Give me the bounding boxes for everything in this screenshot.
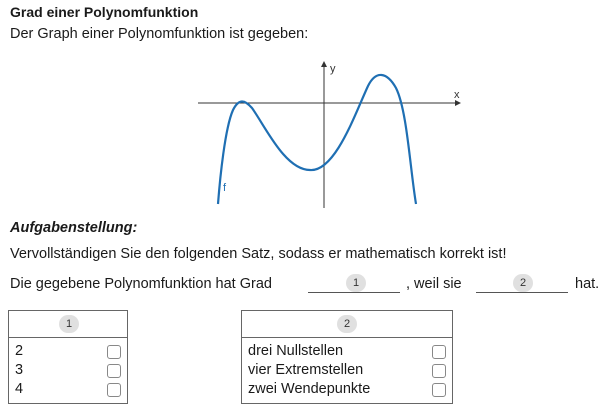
function-graph xyxy=(190,58,470,212)
fill-in-sentence xyxy=(10,272,610,296)
intro-text: Der Graph einer Polynomfunktion ist gegeben: xyxy=(10,26,309,42)
sentence-part-3: hat. xyxy=(575,276,600,292)
option-box-1-badge: 1 xyxy=(59,315,79,333)
option-1-checkbox[interactable] xyxy=(107,383,121,397)
x-axis-label: x xyxy=(454,89,460,101)
option-box-1-header xyxy=(9,311,127,338)
option-2-row[interactable] xyxy=(242,343,452,361)
option-2-checkbox[interactable] xyxy=(432,364,446,378)
blank-1[interactable] xyxy=(308,292,400,293)
option-1-checkbox[interactable] xyxy=(107,364,121,378)
option-1-label: 2 xyxy=(15,343,24,359)
option-2-label: vier Extremstellen xyxy=(248,362,364,378)
option-1-row[interactable] xyxy=(9,343,127,361)
option-2-row[interactable] xyxy=(242,381,452,399)
task-title: Grad einer Polynomfunktion xyxy=(10,4,199,20)
option-2-checkbox[interactable] xyxy=(432,383,446,397)
option-1-row[interactable] xyxy=(9,381,127,399)
option-2-checkbox[interactable] xyxy=(432,345,446,359)
option-2-row[interactable] xyxy=(242,362,452,380)
instruction-text: Vervollständigen Sie den folgenden Satz, sodass er mathematisch korrekt ist! xyxy=(10,246,507,262)
function-curve xyxy=(218,75,416,204)
option-1-label: 3 xyxy=(15,362,24,378)
option-1-label: 4 xyxy=(15,381,24,397)
option-box-2-header xyxy=(242,311,452,338)
option-box-2-badge: 2 xyxy=(337,315,357,333)
blank-2-badge: 2 xyxy=(513,274,533,292)
option-1-row[interactable] xyxy=(9,362,127,380)
sentence-part-2: , weil sie xyxy=(406,276,462,292)
sentence-part-1: Die gegebene Polynomfunktion hat Grad xyxy=(10,276,272,292)
option-2-label: drei Nullstellen xyxy=(248,343,344,359)
blank-1-badge: 1 xyxy=(346,274,366,292)
y-axis-label: y xyxy=(330,63,336,75)
option-box-1 xyxy=(8,310,128,404)
blank-2[interactable] xyxy=(476,292,568,293)
option-1-checkbox[interactable] xyxy=(107,345,121,359)
function-label: f xyxy=(223,182,227,194)
option-2-label: zwei Wendepunkte xyxy=(248,381,371,397)
task-heading: Aufgabenstellung: xyxy=(10,220,138,236)
option-box-2 xyxy=(241,310,453,404)
